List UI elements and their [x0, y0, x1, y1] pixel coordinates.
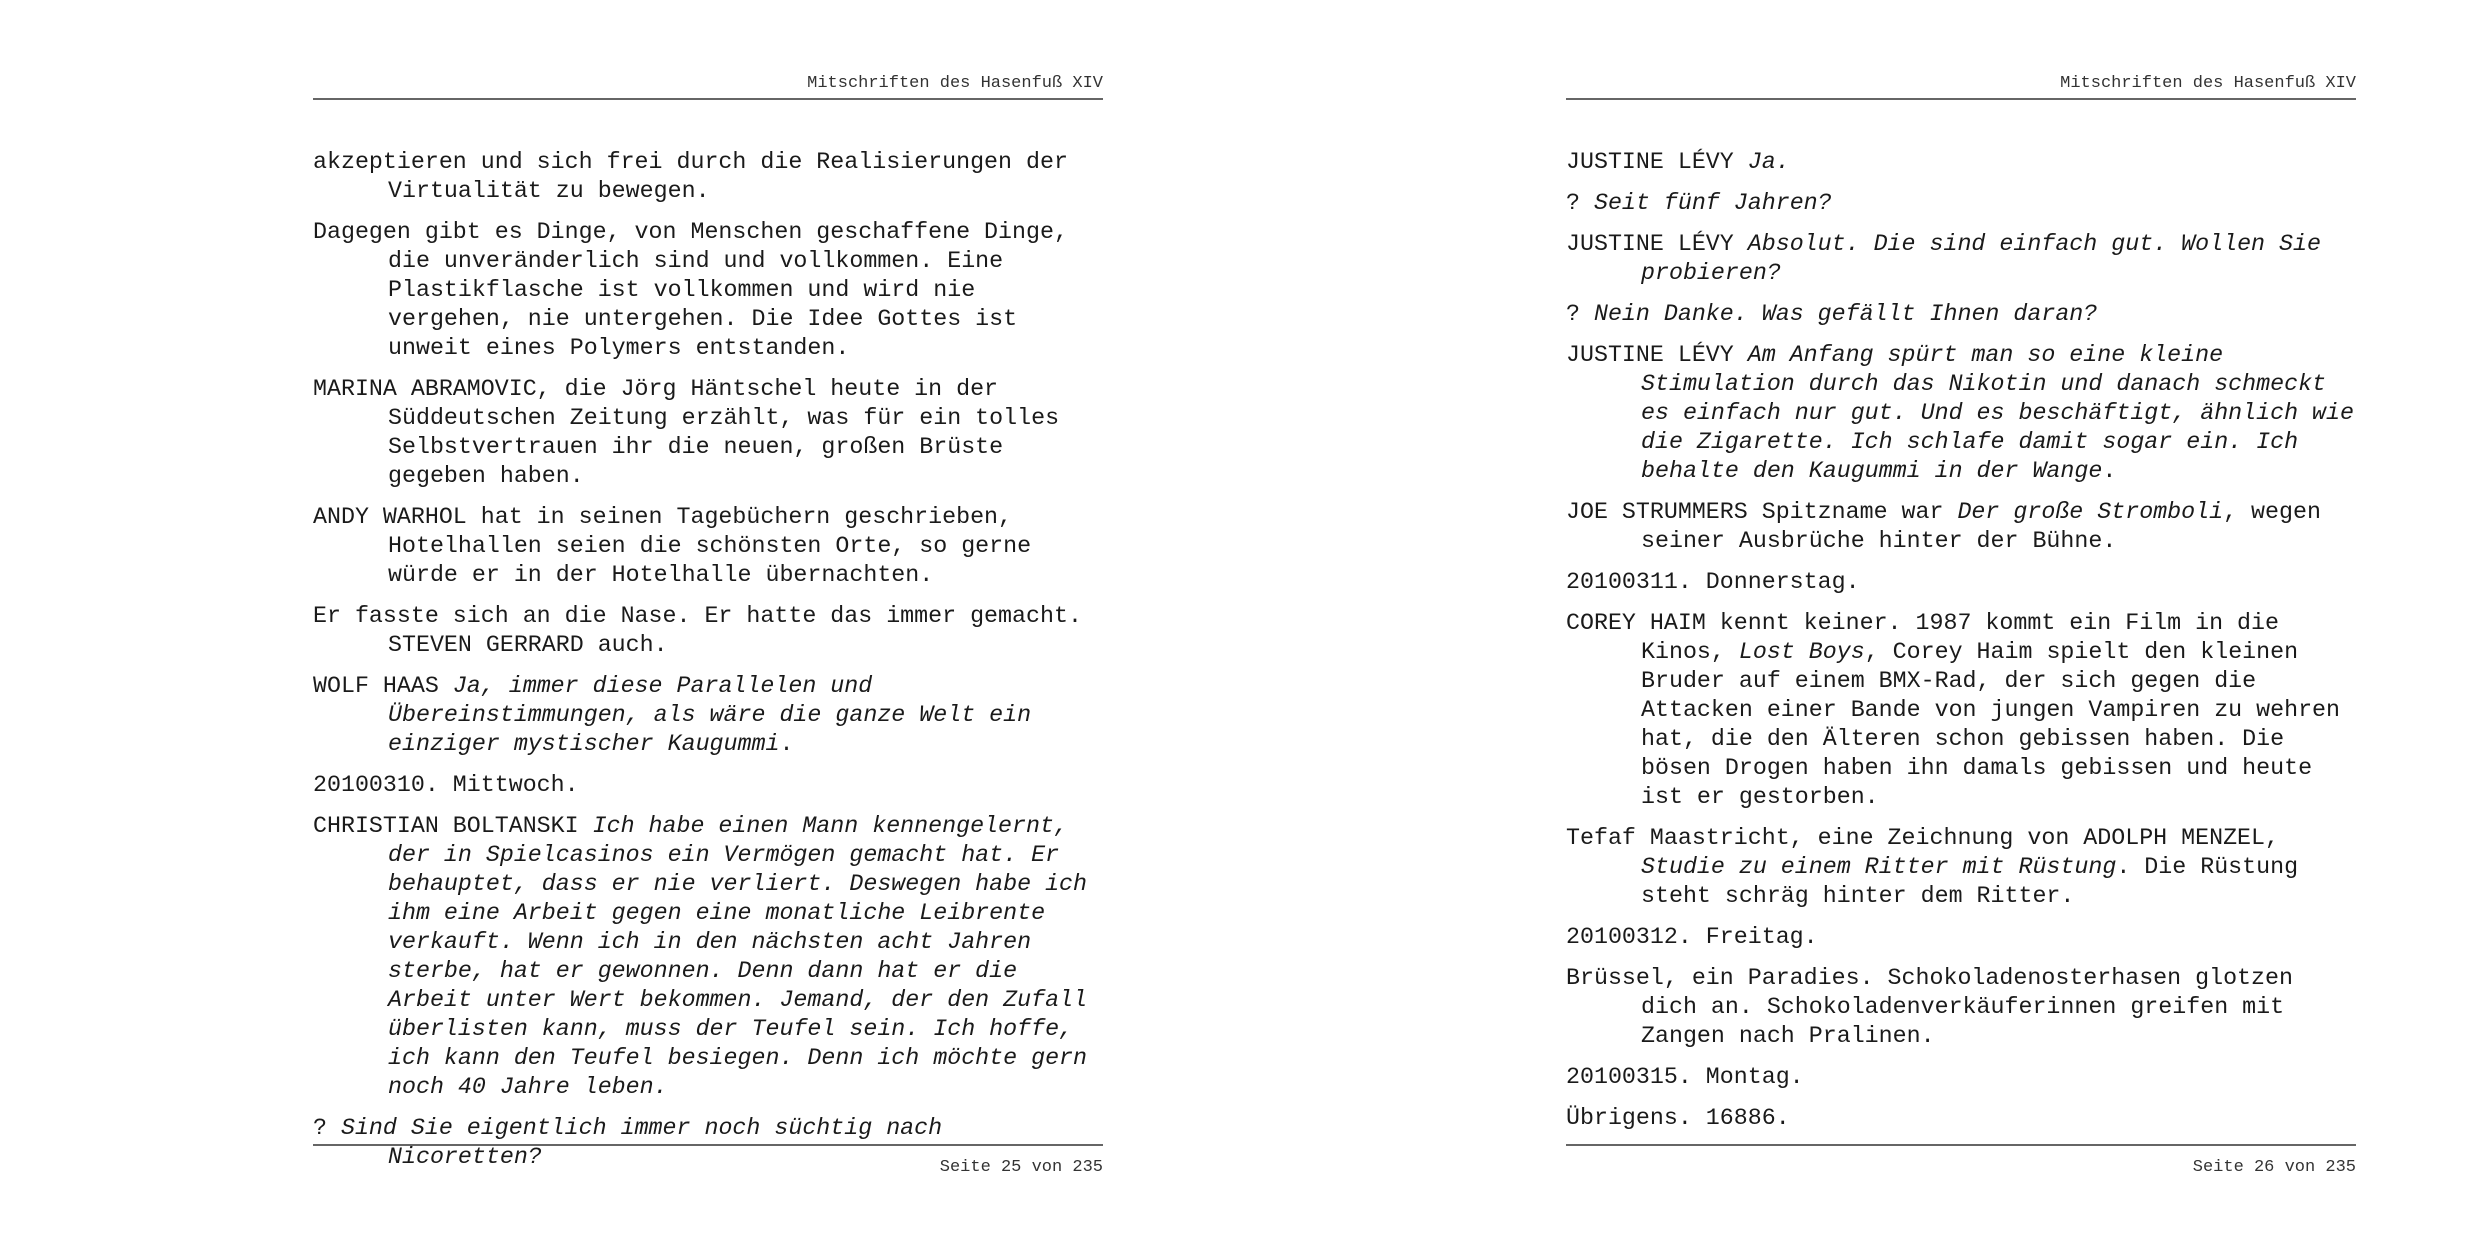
- paragraph: [1566, 964, 2356, 1051]
- text-run: JUSTINE LÉVY: [1566, 149, 1748, 175]
- paragraph: [313, 218, 1103, 363]
- paragraph: [1566, 230, 2356, 288]
- text-run: ?: [1566, 301, 1594, 327]
- paragraph: [1566, 1104, 2356, 1133]
- paragraph: [313, 771, 1103, 800]
- italic-text-run: Am Anfang spürt man so eine kleine Stimulation durch das Nikotin und danach schmeckt es einfach nur gut. Und es beschäftigt, ähnlich wie die Zigarette. Ich schlafe damit sogar ein. Ich behalte den Kaugummi in der Wange: [1641, 342, 2368, 484]
- paragraph: [1566, 148, 2356, 177]
- text-run: 20100315. Montag.: [1566, 1064, 1804, 1090]
- text-run: , wegen seiner Ausbrüche hinter der Bühne.: [1641, 499, 2335, 554]
- text-run: JUSTINE LÉVY: [1566, 342, 1748, 368]
- text-run: JOE STRUMMERS Spitzname war: [1566, 499, 1958, 525]
- text-run: ANDY WARHOL hat in seinen Tagebüchern geschrieben, Hotelhallen seien die schönsten Orte, so gerne würde er in der Hotelhalle übernachten.: [313, 504, 1046, 588]
- footer-rule: [1566, 1144, 2356, 1146]
- paragraph: [1566, 923, 2356, 952]
- text-run: MARINA ABRAMOVIC, die Jörg Häntschel heute in der Süddeutschen Zeitung erzählt, was für ein tolles Selbstvertrauen ihr die neuen, großen Brüste gegeben haben.: [313, 376, 1074, 489]
- paragraph: [1566, 609, 2356, 812]
- text-run: ?: [1566, 190, 1594, 216]
- paragraph: [1566, 1063, 2356, 1092]
- left-page: [313, 0, 1103, 1240]
- text-run: , Corey Haim spielt den kleinen Bruder auf einem BMX-Rad, der sich gegen die Attacken einer Bande von jungen Vampiren zu wehren hat, die den Älteren schon gebissen haben. Die bösen Drogen haben ihn damals gebissen und heute ist er gestorben.: [1641, 639, 2355, 810]
- paragraph: [1566, 824, 2356, 911]
- italic-text-run: Nein Danke. Was gefällt Ihnen daran?: [1593, 301, 2098, 327]
- text-run: CHRISTIAN BOLTANSKI: [313, 813, 593, 839]
- page-number: Seite 25 von 235: [939, 1158, 1103, 1177]
- header-rule: [1566, 98, 2356, 100]
- text-run: Übrigens. 16886.: [1566, 1105, 1790, 1131]
- running-head: Mitschriften des Hasenfuß XIV: [2060, 74, 2356, 93]
- footer-rule: [313, 1144, 1103, 1146]
- text-run: ?: [313, 1115, 341, 1141]
- paragraph: [313, 812, 1103, 1102]
- italic-text-run: Absolut. Die sind einfach gut. Wollen Sie probieren?: [1641, 231, 2335, 286]
- italic-text-run: Ich habe einen Mann kennengelernt, der in Spielcasinos ein Vermögen gemacht hat. Er behauptet, dass er nie verliert. Deswegen habe ich ihm eine Arbeit gegen eine monatliche Leibrente verkauft. Wenn ich in den nächsten acht Jahren sterbe, hat er gewonnen. Denn dann hat er die Arbeit unter Wert bekommen. Jemand, der den Zufall überlisten kann, muss der Teufel sein. Ich hoffe, ich kann den Teufel besiegen. Denn ich möchte gern noch 40 Jahre leben.: [388, 813, 1102, 1100]
- paragraph: [1566, 341, 2368, 486]
- paragraph: [313, 148, 1103, 206]
- text-run: akzeptieren und sich frei durch die Realisierungen der Virtualität zu bewegen.: [313, 149, 1082, 204]
- italic-text-run: Ja, immer diese Parallelen und Übereinstimmungen, als wäre die ganze Welt ein einziger mystischer Kaugummi: [388, 673, 1046, 757]
- paragraph: [313, 602, 1103, 660]
- text-run: .: [2102, 458, 2117, 484]
- text-run: Tefaf Maastricht, eine Zeichnung von ADOLPH MENZEL,: [1566, 825, 2293, 851]
- text-run: COREY HAIM kennt keiner. 1987 kommt ein Film in die Kinos,: [1566, 610, 2293, 665]
- text-run: 20100311. Donnerstag.: [1566, 569, 1860, 595]
- italic-text-run: Ja.: [1747, 149, 1790, 175]
- text-run: Brüssel, ein Paradies. Schokoladenosterhasen glotzen dich an. Schokoladenverkäuferinnen greifen mit Zangen nach Pralinen.: [1566, 965, 2307, 1049]
- paragraph: [1566, 189, 2356, 218]
- page-body: [1566, 148, 2368, 1145]
- paragraph: [1566, 568, 2356, 597]
- text-run: JUSTINE LÉVY: [1566, 231, 1748, 257]
- header-rule: [313, 98, 1103, 100]
- paragraph: [313, 375, 1103, 491]
- text-run: Er fasste sich an die Nase. Er hatte das immer gemacht. STEVEN GERRARD auch.: [313, 603, 1096, 658]
- paragraph: [313, 503, 1103, 590]
- italic-text-run: Lost Boys: [1738, 639, 1865, 665]
- italic-text-run: Der große Stromboli: [1957, 499, 2224, 525]
- text-run: 20100310. Mittwoch.: [313, 772, 579, 798]
- text-run: WOLF HAAS: [313, 673, 453, 699]
- paragraph: [1566, 498, 2356, 556]
- text-run: . Die Rüstung steht schräg hinter dem Ritter.: [1641, 854, 2313, 909]
- right-page: [1566, 0, 2368, 1240]
- italic-text-run: Studie zu einem Ritter mit Rüstung: [1641, 854, 2117, 880]
- paragraph: [1566, 300, 2356, 329]
- paragraph: [313, 672, 1103, 759]
- text-run: .: [779, 731, 794, 757]
- italic-text-run: Sind Sie eigentlich immer noch süchtig nach Nicoretten?: [340, 1115, 957, 1170]
- italic-text-run: Seit fünf Jahren?: [1593, 190, 1832, 216]
- page-number: Seite 26 von 235: [2192, 1158, 2356, 1177]
- running-head: Mitschriften des Hasenfuß XIV: [807, 74, 1103, 93]
- text-run: Dagegen gibt es Dinge, von Menschen geschaffene Dinge, die unveränderlich sind und vollkommen. Eine Plastikflasche ist vollkommen und wird nie vergehen, nie untergehen. Die Idee Gottes ist unweit eines Polymers entstanden.: [313, 219, 1082, 361]
- page-body: [313, 148, 1103, 1184]
- text-run: 20100312. Freitag.: [1566, 924, 1818, 950]
